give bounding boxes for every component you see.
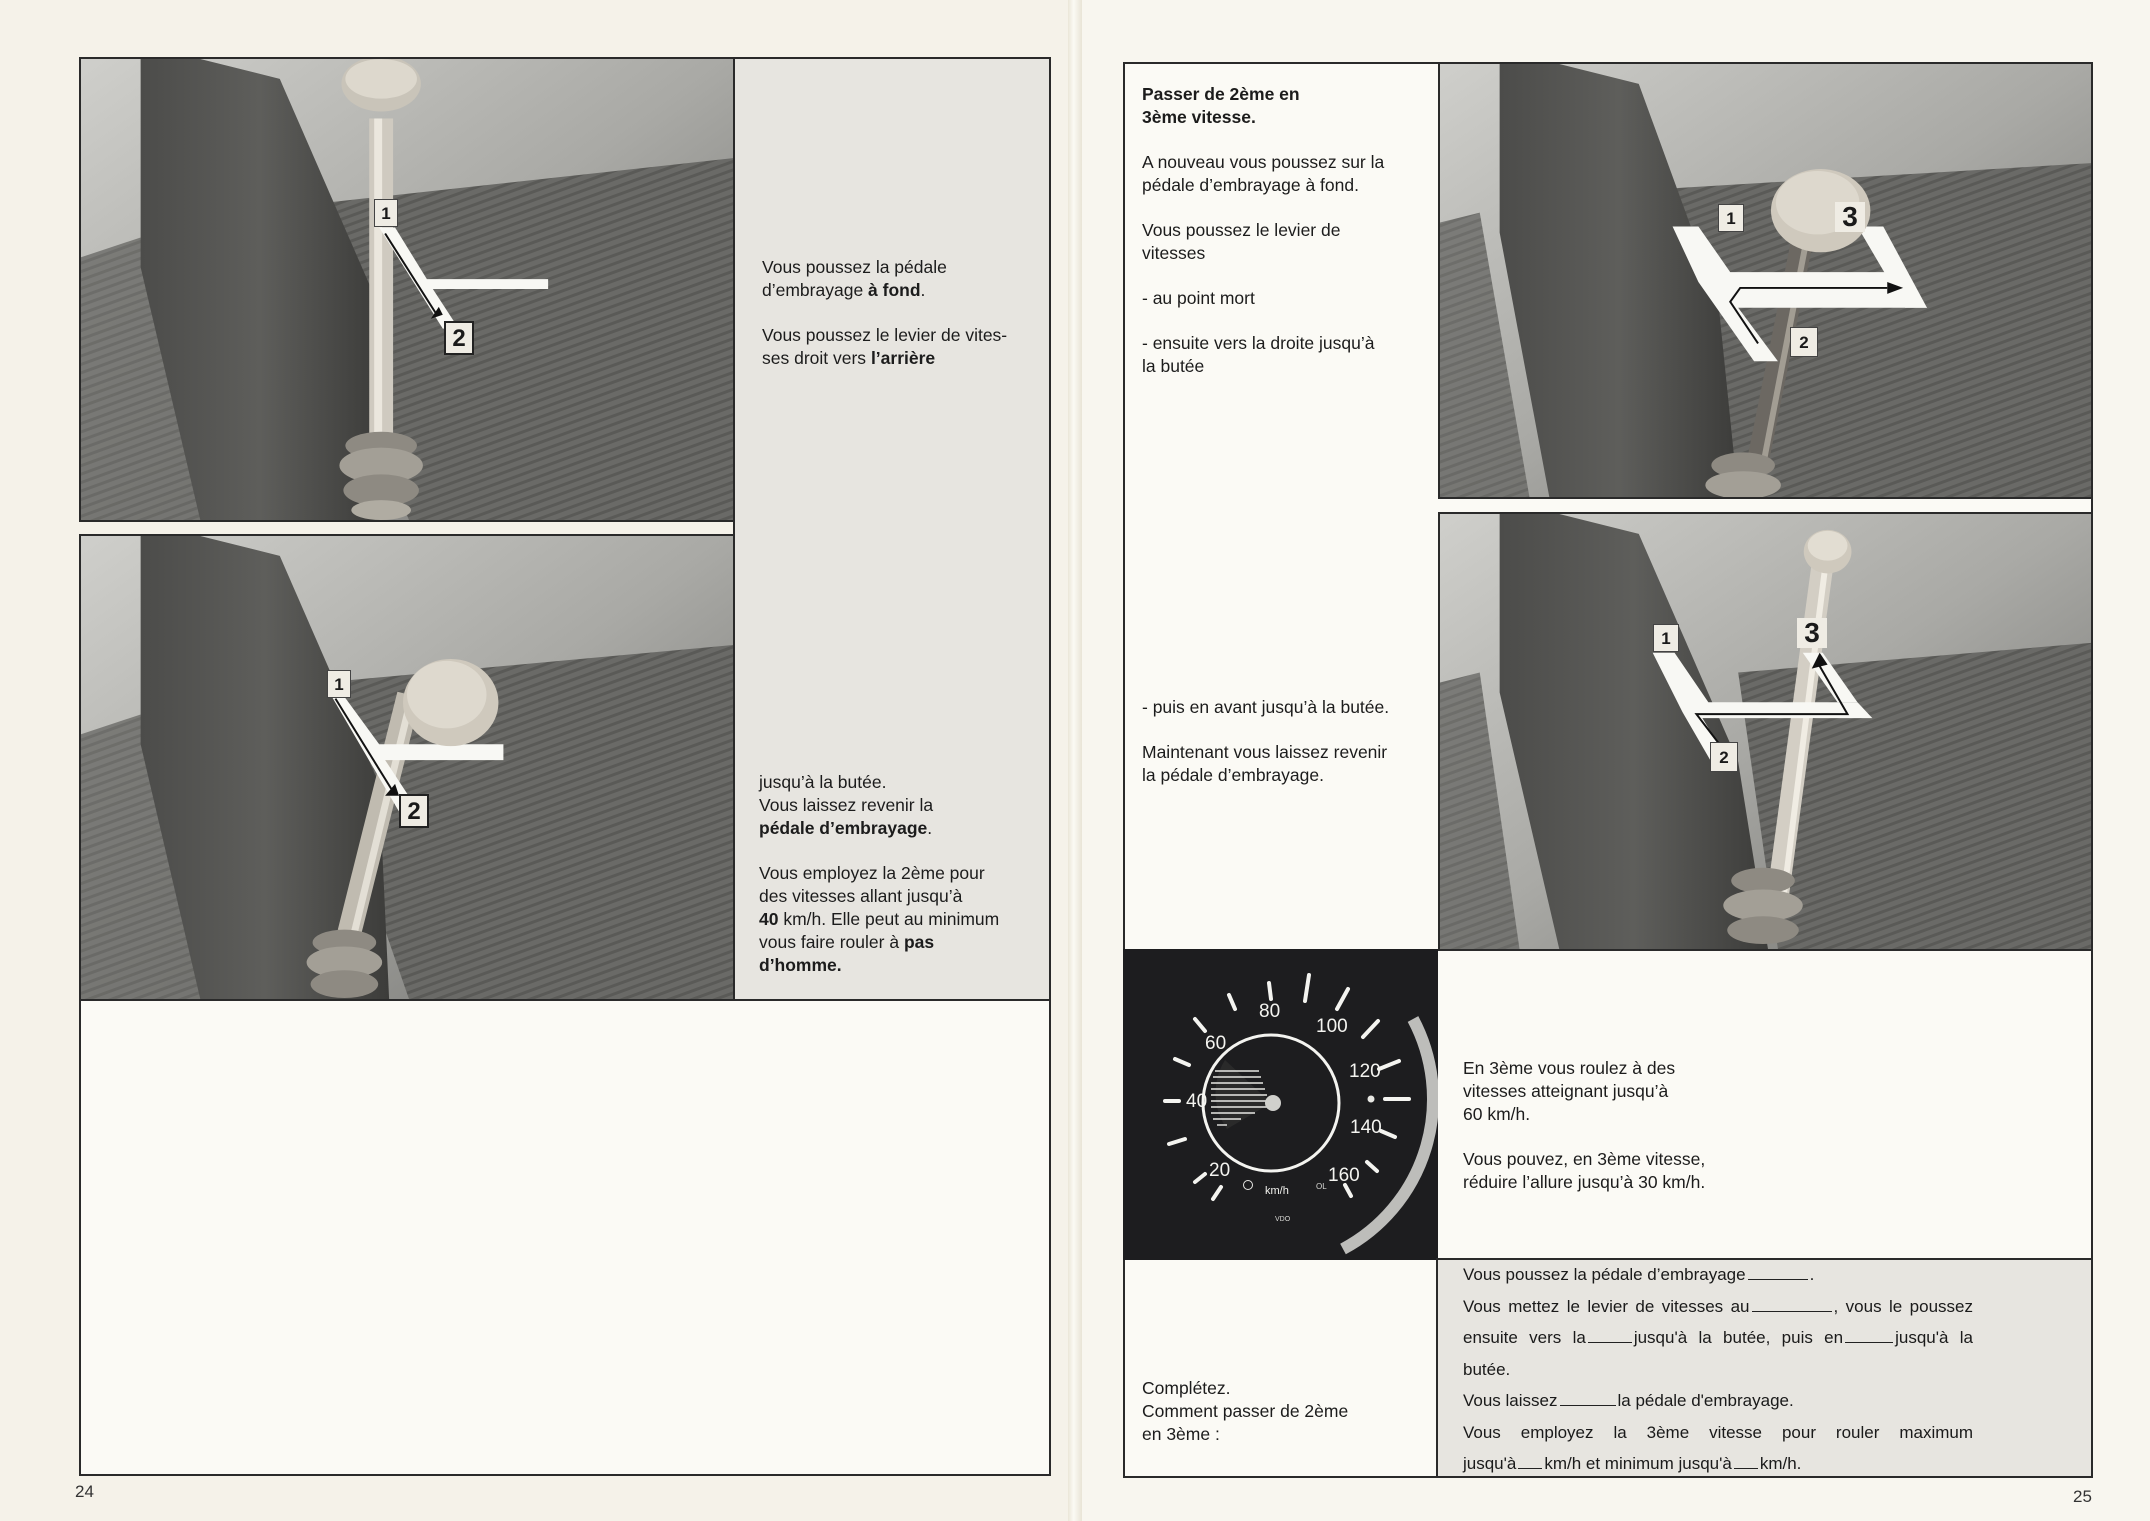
speed-tick-label: 140 xyxy=(1350,1117,1382,1138)
exercise-line xyxy=(1463,1322,1973,1354)
text-line: - ensuite vers la droite jusqu’à xyxy=(1142,333,1375,353)
shift-position-label: 1 xyxy=(1718,204,1744,232)
text-bold: à fond xyxy=(868,280,921,300)
text-punct: . xyxy=(927,818,933,838)
right-intro-text xyxy=(1142,83,1432,400)
text-line: butée. xyxy=(1463,1359,1511,1379)
exercise-line xyxy=(1463,1448,1973,1480)
text-line: En 3ème vous roulez à des xyxy=(1463,1058,1676,1078)
shift-position-label: 3 xyxy=(1797,618,1827,648)
shift-position-label: 1 xyxy=(1653,624,1679,652)
text-line: la butée xyxy=(1142,356,1205,376)
text-line: vitesses xyxy=(1142,243,1206,263)
shift-position-label: 1 xyxy=(374,199,398,227)
text-line: Complétez. xyxy=(1142,1378,1231,1398)
text-line: d’embrayage xyxy=(762,280,869,300)
text-line: Vous employez la 2ème pour xyxy=(759,863,985,883)
shift-position-label: 2 xyxy=(1790,327,1818,357)
answer-blank[interactable] xyxy=(1518,1468,1542,1469)
answer-blank[interactable] xyxy=(1734,1468,1758,1469)
gauge-brand-label: VDO xyxy=(1275,1216,1291,1223)
speed-tick-label: 100 xyxy=(1316,1016,1348,1037)
speed-tick-label: 20 xyxy=(1209,1160,1231,1181)
text-bold: 40 xyxy=(759,909,779,929)
text-line: Vous pouvez, en 3ème vitesse, xyxy=(1463,1149,1706,1169)
text-bold: l’arrière xyxy=(870,348,936,368)
text-line: , vous le poussez xyxy=(1833,1296,1973,1316)
text-line: Vous poussez la pédale xyxy=(762,257,947,277)
gearshift-photo-4 xyxy=(1438,512,2093,951)
text-line: km/h. xyxy=(1759,1454,1802,1473)
gearshift-photo-3-image xyxy=(1440,64,2091,497)
text-bold: pas xyxy=(903,932,935,952)
section-title: Passer de 2ème en xyxy=(1142,84,1300,104)
speed-tick-marks xyxy=(1165,975,1409,1199)
speed-info-text xyxy=(1463,1057,1783,1216)
speed-unit-label: km/h xyxy=(1265,1185,1289,1197)
text-line: Vous poussez la pédale d’embrayage xyxy=(1463,1265,1746,1284)
text-line: A nouveau vous poussez sur la xyxy=(1142,152,1385,172)
text-line: pédale d’embrayage à fond. xyxy=(1142,175,1359,195)
text-line: Vous poussez le levier de vites- xyxy=(762,325,1008,345)
speed-tick-label: 120 xyxy=(1349,1061,1381,1082)
text-line: jusqu'à xyxy=(1463,1454,1517,1473)
text-line: ensuite vers la xyxy=(1463,1328,1586,1347)
page-number: 24 xyxy=(75,1482,94,1501)
text-line: - puis en avant jusqu’à la butée. xyxy=(1142,697,1390,717)
text-line: Vous poussez le levier de xyxy=(1142,220,1341,240)
speed-tick-label: 60 xyxy=(1205,1033,1227,1054)
right-middle-text xyxy=(1142,696,1432,809)
text-line: jusqu'à la xyxy=(1895,1328,1973,1347)
text-line: la pédale d’embrayage. xyxy=(1142,765,1324,785)
exercise-sentences xyxy=(1463,1259,1973,1480)
exercise-line xyxy=(1463,1291,1973,1323)
notes-box xyxy=(79,999,1051,1476)
speed-tick-label: 80 xyxy=(1259,1001,1281,1022)
answer-blank[interactable] xyxy=(1588,1342,1632,1343)
text-line: Vous mettez le levier de vitesses au xyxy=(1463,1296,1750,1316)
high-beam-icon xyxy=(1368,1096,1375,1103)
exercise-prompt xyxy=(1142,1377,1432,1468)
shift-position-label: 3 xyxy=(1835,202,1865,232)
shift-position-label: 2 xyxy=(444,321,474,355)
text-line: Vous laissez xyxy=(1463,1391,1558,1410)
speed-tick-label: 40 xyxy=(1186,1091,1208,1112)
page-number: 25 xyxy=(2073,1487,2092,1506)
speedometer-photo xyxy=(1123,949,1440,1260)
shift-position-label: 2 xyxy=(1710,742,1738,772)
left-instructions-bottom xyxy=(759,771,1044,999)
text-line: jusqu'à la butée, puis en xyxy=(1633,1328,1844,1347)
speed-tick-label: 160 xyxy=(1328,1165,1360,1186)
text-bold: pédale d’embrayage xyxy=(759,818,928,838)
text-line: jusqu’à la butée. xyxy=(759,772,887,792)
book-gutter xyxy=(1068,0,1082,1521)
text-line: vous faire rouler à xyxy=(759,932,904,952)
text-line: vitesses atteignant jusqu’à xyxy=(1463,1081,1669,1101)
text-line: la pédale d'embrayage. xyxy=(1617,1391,1794,1410)
text-line: Vous employez la 3ème vitesse pour rouler maximum xyxy=(1463,1422,1973,1442)
text-line: Vous laissez revenir la xyxy=(759,795,934,815)
answer-blank[interactable] xyxy=(1752,1311,1832,1312)
gearshift-photo-4-image xyxy=(1440,514,2091,949)
gearshift-photo-3 xyxy=(1438,62,2093,499)
generator-warning-icon xyxy=(1244,1181,1253,1190)
left-instructions-top xyxy=(762,256,1042,392)
answer-blank[interactable] xyxy=(1845,1342,1893,1343)
exercise-line xyxy=(1463,1259,1973,1291)
gearshift-photo-2 xyxy=(79,534,735,1001)
text-line: km/h et minimum jusqu'à xyxy=(1544,1454,1732,1473)
text-line: réduire l’allure jusqu’à 30 km/h. xyxy=(1463,1172,1706,1192)
exercise-line xyxy=(1463,1385,1973,1417)
text-punct: . xyxy=(1809,1265,1815,1284)
gearshift-photo-1 xyxy=(79,57,735,522)
answer-blank[interactable] xyxy=(1748,1279,1808,1280)
text-punct: . xyxy=(920,280,926,300)
text-line: Comment passer de 2ème xyxy=(1142,1401,1349,1421)
text-line: en 3ème : xyxy=(1142,1424,1220,1444)
text-line: 60 km/h. xyxy=(1463,1104,1531,1124)
text-line: ses droit vers xyxy=(762,348,871,368)
gearshift-photo-1-image xyxy=(81,59,733,520)
gearshift-photo-2-image xyxy=(81,536,733,999)
exercise-line xyxy=(1463,1417,1973,1449)
text-line: Maintenant vous laissez revenir xyxy=(1142,742,1388,762)
shift-position-label: 1 xyxy=(327,670,351,698)
shift-position-label: 2 xyxy=(399,794,429,828)
text-line: des vitesses allant jusqu’à xyxy=(759,886,963,906)
speedometer-gauge xyxy=(1123,949,1440,1260)
text-bold: d’homme. xyxy=(759,955,842,975)
answer-blank[interactable] xyxy=(1560,1405,1616,1406)
text-line: km/h. Elle peut au minimum xyxy=(778,909,1000,929)
section-title: 3ème vitesse. xyxy=(1142,107,1256,127)
oil-indicator-label: OL xyxy=(1316,1182,1327,1191)
text-line: - au point mort xyxy=(1142,288,1255,308)
exercise-line xyxy=(1463,1354,1973,1386)
